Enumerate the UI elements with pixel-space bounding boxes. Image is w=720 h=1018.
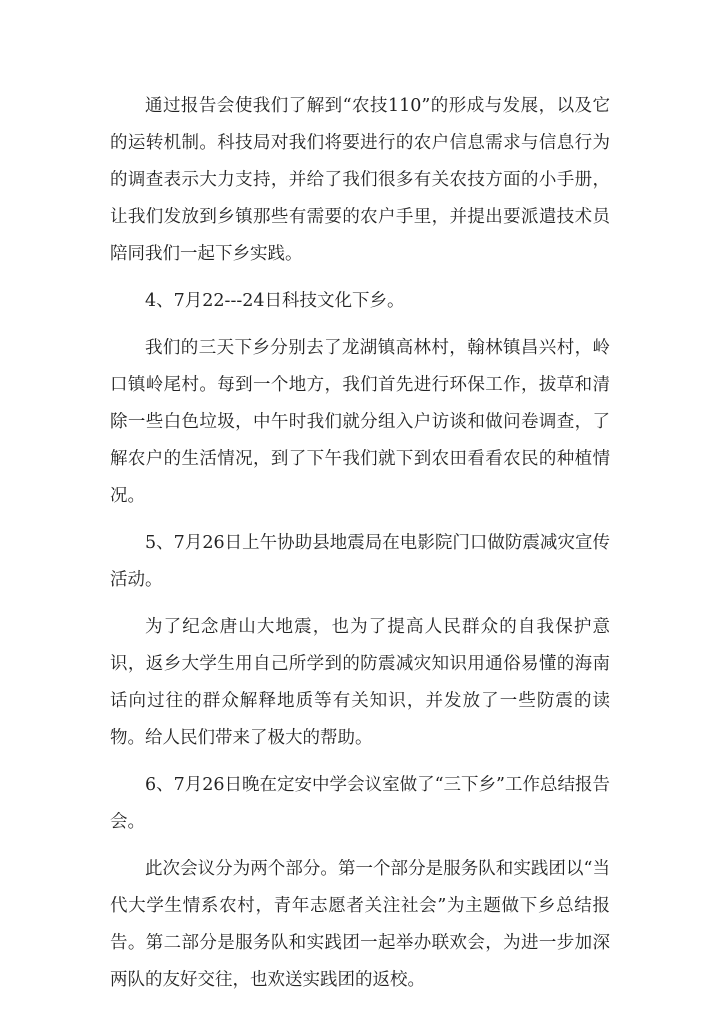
paragraph-report-meeting: 通过报告会使我们了解到“农技110”的形成与发展，以及它的运转机制。科技局对我们将要进行的农户信息需求与信息行为的调查表示大力支持，并给了我们很多有关农技方面的小手册，让我们发放到乡镇那些有需要的农户手里，并提出要派遣技术员陪同我们一起下乡实践。 — [110, 96, 610, 264]
paragraph-meeting-summary: 此次会议分为两个部分。第一个部分是服务队和实践团以“当代大学生情系农村，青年志愿者关注社会”为主题做下乡总结报告。第二部分是服务队和实践团一起举办联欢会，为进一步加深两队的友好交往，也欢送实践团的返校。 — [110, 859, 610, 990]
paragraph-item-4-heading: 4、7月22---24日科技文化下乡。 — [145, 291, 405, 311]
paragraph-item-5-heading: 5、7月26日上午协助县地震局在电影院门口做防震减灾宣传活动。 — [110, 533, 610, 590]
paragraph-item-6-heading: 6、7月26日晚在定安中学会议室做了“三下乡”工作总结报告会。 — [110, 775, 610, 832]
paragraph-village-visits: 我们的三天下乡分别去了龙湖镇高林村，翰林镇昌兴村，岭口镇岭尾村。每到一个地方，我们首先进行环保工作，拔草和清除一些白色垃圾，中午时我们就分组入户访谈和做问卷调查，了解农户的生活情况，到了下午我们就下到农田看看农民的种植情况。 — [110, 338, 610, 506]
document-body — [110, 88, 610, 1009]
paragraph-earthquake-awareness: 为了纪念唐山大地震，也为了提高人民群众的自我保护意识，返乡大学生用自己所学到的防震减灾知识用通俗易懂的海南话向过往的群众解释地质等有关知识，并发放了一些防震的读物。给人民们带来了极大的帮助。 — [110, 617, 610, 748]
